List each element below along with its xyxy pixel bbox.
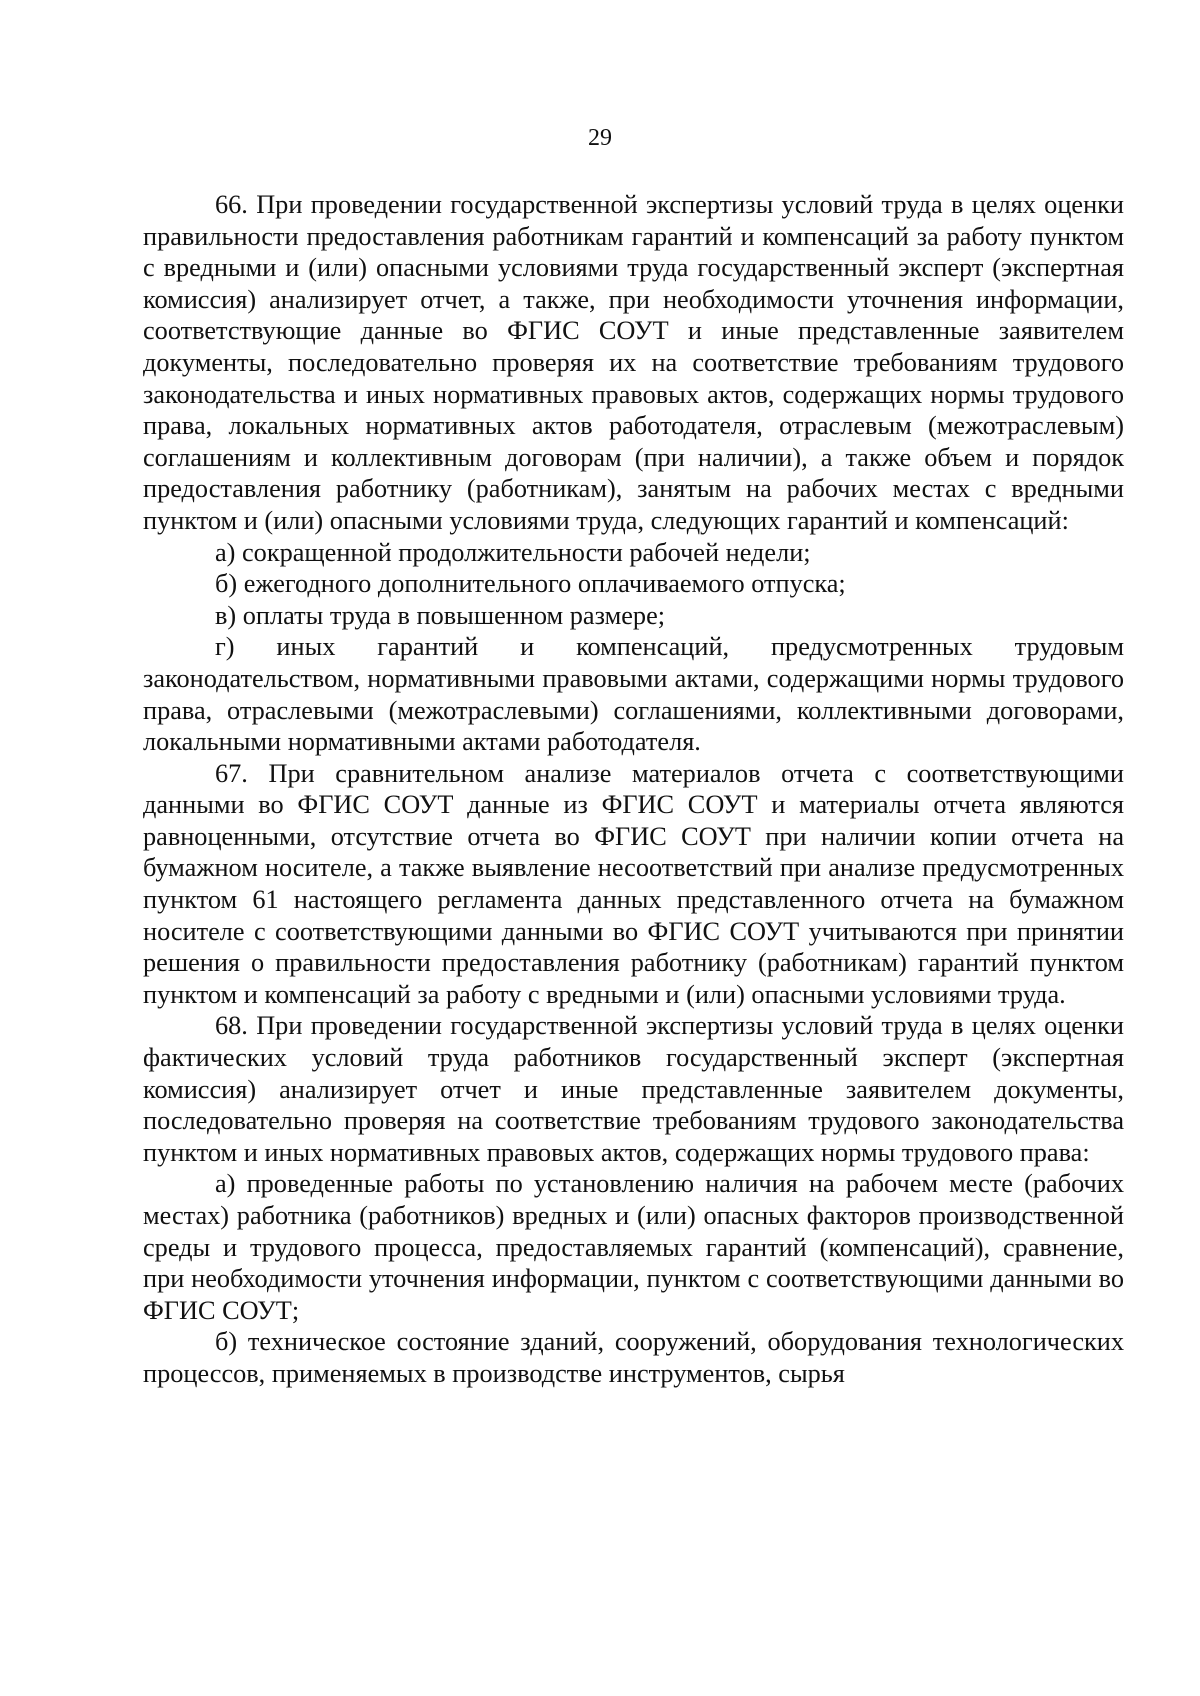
page-number: 29 — [588, 125, 612, 151]
list-item-a-68: а) проведенные работы по установлению наличия на рабочем месте (рабочих местах) работника (работников) вредных и (или) опасных факторов производственной среды и трудового процесса, предоставляемых гарантий (компенсаций), сравнение, при необходимости уточнения информации, пунктом с соответствующими данными во ФГИС СОУТ; — [143, 1169, 1124, 1325]
list-item-a: а) сокращенной продолжительности рабочей недели; — [215, 537, 811, 567]
paragraph-68: 68. При проведении государственной экспертизы условий труда в целях оценки фактических условий труда работников государственный эксперт (экспертная комиссия) анализирует отчет и иные представленные заявителем документы, последовательно проверяя на соответствие требованиям трудового законодательства пунктом и иных нормативных правовых актов, содержащих нормы трудового права: — [143, 1011, 1124, 1167]
paragraph-66: 66. При проведении государственной экспертизы условий труда в целях оценки правильности предоставления работникам гарантий и компенсаций за работу пунктом с вредными и (или) опасными условиями труда государственный эксперт (экспертная комиссия) анализирует отчет, а также, при необходимости уточнения информации, соответствующие данные во ФГИС СОУТ и иные представленные заявителем документы, последовательно проверяя их на соответствие требованиям трудового законодательства и иных нормативных правовых актов, содержащих нормы трудового права, локальных нормативных актов работодателя, отраслевым (межотраслевым) соглашениям и коллективным договорам (при наличии), а также объем и порядок предоставления работнику (работникам), занятым на рабочих местах с вредными пунктом и (или) опасными условиями труда, следующих гарантий и компенсаций: — [143, 190, 1124, 535]
list-item-v: в) оплаты труда в повышенном размере; — [215, 600, 666, 630]
paragraph-67: 67. При сравнительном анализе материалов отчета с соответствующими данными во ФГИС СОУТ данные из ФГИС СОУТ и материалы отчета являются равноценными, отсутствие отчета во ФГИС СОУТ при наличии копии отчета на бумажном носителе, а также выявление несоответствий при анализе предусмотренных пунктом 61 настоящего регламента данных представленного отчета на бумажном носителе с соответствующими данными во ФГИС СОУТ учитываются при принятии решения о правильности предоставления работнику (работникам) гарантий пунктом пунктом и компенсаций за работу с вредными и (или) опасными условиями труда. — [143, 758, 1124, 1009]
list-item-b: б) ежегодного дополнительного оплачиваемого отпуска; — [215, 569, 846, 599]
list-item-g: г) иных гарантий и компенсаций, предусмотренных трудовым законодательством, нормативными правовыми актами, содержащими нормы трудового права, отраслевыми (межотраслевыми) соглашениями, коллективными договорами, локальными нормативными актами работодателя. — [143, 632, 1124, 757]
list-item-b-68: б) техническое состояние зданий, сооружений, оборудования технологических процессов, применяемых в производстве инструментов, сырья — [143, 1327, 1124, 1388]
document-body — [143, 189, 1124, 1390]
